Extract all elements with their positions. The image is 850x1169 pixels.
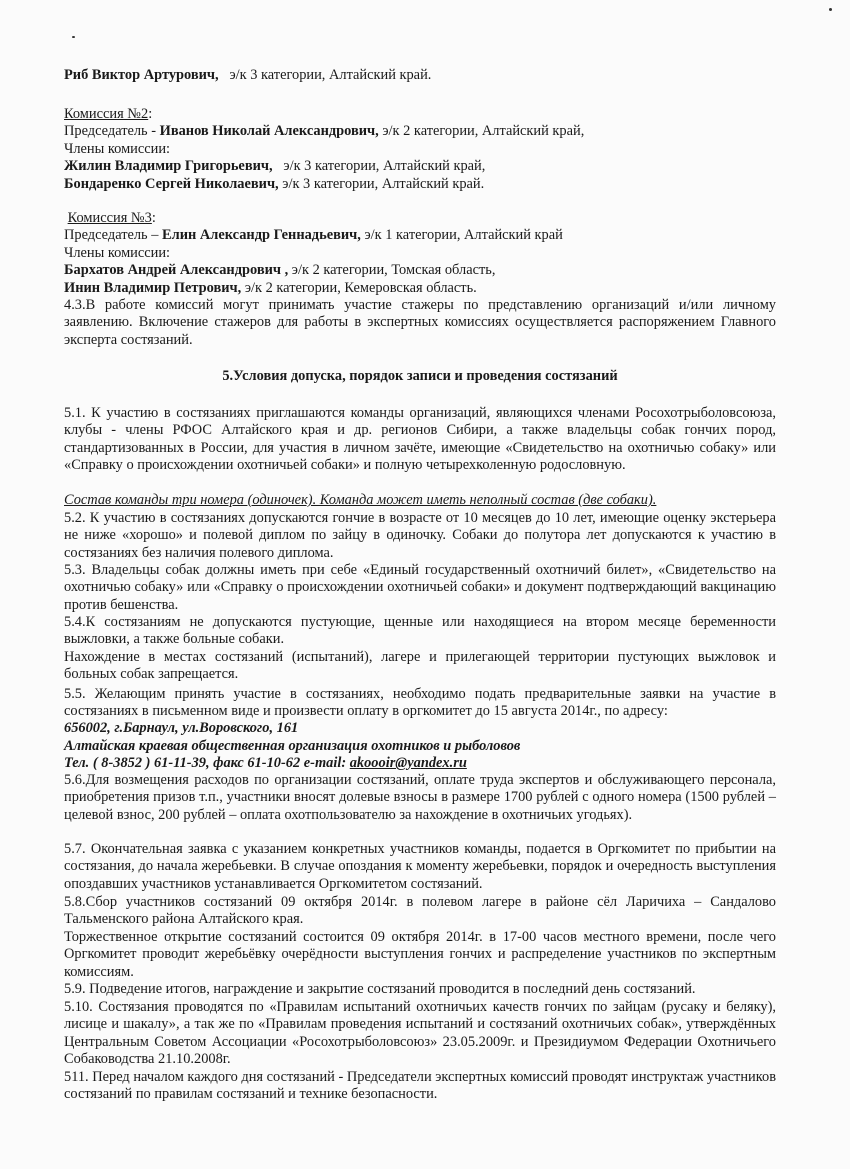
paragraph-5-7: 5.7. Окончательная заявка с указанием конкретных участников команды, подается в Оргкомитет по прибытии на состязания, до начала жеребьевки. В случае опоздания к моменту жеребьевки, порядок и очередность выступления опоздавших участников устанавливается Оргкомитетом состязаний.: [64, 841, 776, 892]
chair-prefix: Председатель -: [64, 123, 160, 140]
paragraph-5-6: 5.6.Для возмещения расходов по организации состязаний, оплате труда экспертов и обслуживающего персонала, приобретения призов т.п., участники вносят долевые взносы в размере 1700 рублей с одного номера (1500 рублей – целевой взнос, 200 рублей – оплата охотпользователю за нахождение в охотничьих угодьях).: [64, 772, 776, 823]
chair-category: э/к 1 категории, Алтайский край: [360, 227, 563, 244]
member-name: Риб Виктор Артурович,: [64, 67, 219, 83]
member-category: э/к 3 категории, Алтайский край.: [278, 175, 485, 192]
chair-name: Елин Александр Геннадьевич,: [162, 227, 361, 244]
member-name: Инин Владимир Петрович,: [64, 279, 242, 296]
commission-3: [64, 210, 776, 297]
top-member-line: [64, 67, 776, 84]
section-5-title: 5.Условия допуска, порядок записи и проведения состязаний: [222, 368, 618, 384]
scan-speck: [72, 36, 75, 38]
chair-category: э/к 2 категории, Алтайский край,: [378, 123, 585, 140]
member-category: э/к 3 категории, Алтайский край.: [229, 67, 432, 83]
commission-2: [64, 106, 776, 193]
member-name: Жилин Владимир Григорьевич,: [64, 158, 273, 175]
members-label: Члены комиссии:: [64, 244, 171, 261]
scan-speck: [829, 8, 832, 11]
paragraph-5-1: 5.1. К участию в состязаниях приглашаются команды организаций, являющихся членами Росохотрыболовсоюза, клубы - члены РФОС Алтайского края и др. регионов Сибири, а также владельцы собак гончих пород, стандартизованных в России, для участия в личном зачёте, имеющие «Свидетельство на охотничью собаку» или «Справку о происхождении охотничьей собаки» и полную четырехколенную родословную.: [64, 405, 776, 474]
email-link[interactable]: akoooir@yandex.ru: [349, 755, 467, 771]
paragraph-4-3: 4.3.В работе комиссий могут принимать участие стажеры по представлению организаций и/или личному заявлению. Включение стажеров для работы в экспертных комиссиях осуществляется распоряжением Главного эксперта состязаний.: [64, 297, 776, 348]
chair-name: Иванов Николай Александрович,: [159, 123, 379, 140]
member-name: Бархатов Андрей Александрович ,: [64, 262, 289, 279]
paragraph-5-8: 5.8.Сбор участников состязаний 09 октября 2014г. в полевом лагере в районе сёл Ларичиха – Сандалово Тальменского района Алтайского края.: [64, 894, 776, 928]
member-category: э/к 2 категории, Томская область,: [288, 262, 496, 279]
paragraph-5-1-team: Состав команды три номера (одиночек). Команда может иметь неполный состав (две собаки).: [64, 492, 657, 508]
organization-line: Алтайская краевая общественная организация охотников и рыболовов: [64, 738, 521, 754]
paragraph-5-11: 511. Перед началом каждого дня состязаний - Председатели экспертных комиссий проводят инструктаж участников состязаний по правилам состязаний и технике безопасности.: [64, 1069, 776, 1103]
paragraph-5-8-b: Торжественное открытие состязаний состоится 09 октября 2014г. в 17-00 часов местного времени, после чего Оргкомитет проводит жеребьёвку очерёдности выступления гончих и распределение участников по экспертным комиссиям.: [64, 929, 776, 980]
member-name: Бондаренко Сергей Николаевич,: [64, 175, 279, 192]
member-category: э/к 3 категории, Алтайский край,: [283, 158, 486, 175]
paragraph-5-9: 5.9. Подведение итогов, награждение и закрытие состязаний проводится в последний день состязаний.: [64, 981, 696, 997]
contacts-phone-fax: Тел. ( 8-3852 ) 61-11-39, факс 61-10-62 e-mail:: [64, 755, 350, 771]
paragraph-5-4-b: Нахождение в местах состязаний (испытаний), лагере и прилегающей территории пустующих выжловок и больных собак запрещается.: [64, 649, 776, 683]
chair-prefix: Председатель –: [64, 227, 163, 244]
paragraph-5-5: 5.5. Желающим принять участие в состязаниях, необходимо подать предварительные заявки на участие в состязаниях в письменном виде и произвести оплату в оргкомитет до 15 августа 2014г., по адресу:: [64, 686, 776, 720]
paragraph-5-10: 5.10. Состязания проводятся по «Правилам испытаний охотничьих качеств гончих по зайцам (русаку и беляку), лисице и шакалу», а так же по «Правилам проведения испытаний и состязаний охотничьих собак», утверждённых Центральным Советом Ассоциации «Росохотрыболовсоюз» 23.05.2009г. и Президиумом Федерации Охотничьего Собаководства 21.10.2008г.: [64, 999, 776, 1068]
member-category: э/к 2 категории, Кемеровская область.: [241, 279, 477, 296]
commission-title: Комиссия №2: [64, 106, 149, 122]
paragraph-5-2: 5.2. К участию в состязаниях допускаются гончие в возрасте от 10 месяцев до 10 лет, имеющие оценку экстерьера не ниже «хорошо» и полевой диплом по зайцу в одиночку. Собаки до полутора лет допускаются к участию в состязаниях без наличия полевого диплома.: [64, 510, 776, 561]
contacts-line: [64, 755, 776, 772]
address-line: 656002, г.Барнаул, ул.Воровского, 161: [64, 720, 299, 736]
members-label: Члены комиссии:: [64, 140, 171, 157]
paragraph-5-3: 5.3. Владельцы собак должны иметь при себе «Единый государственный охотничий билет», «Свидетельство на охотничью собаку» или «Справку о происхождении охотничьей собаки» и документ подтверждающий вакцинацию против бешенства.: [64, 562, 776, 613]
commission-title: Комиссия №3: [67, 210, 152, 226]
colon: :: [151, 210, 156, 226]
colon: :: [148, 106, 153, 122]
paragraph-5-4: 5.4.К состязаниям не допускаются пустующие, щенные или находящиеся на втором месяце беременности выжловки, а также больные собаки.: [64, 614, 776, 648]
